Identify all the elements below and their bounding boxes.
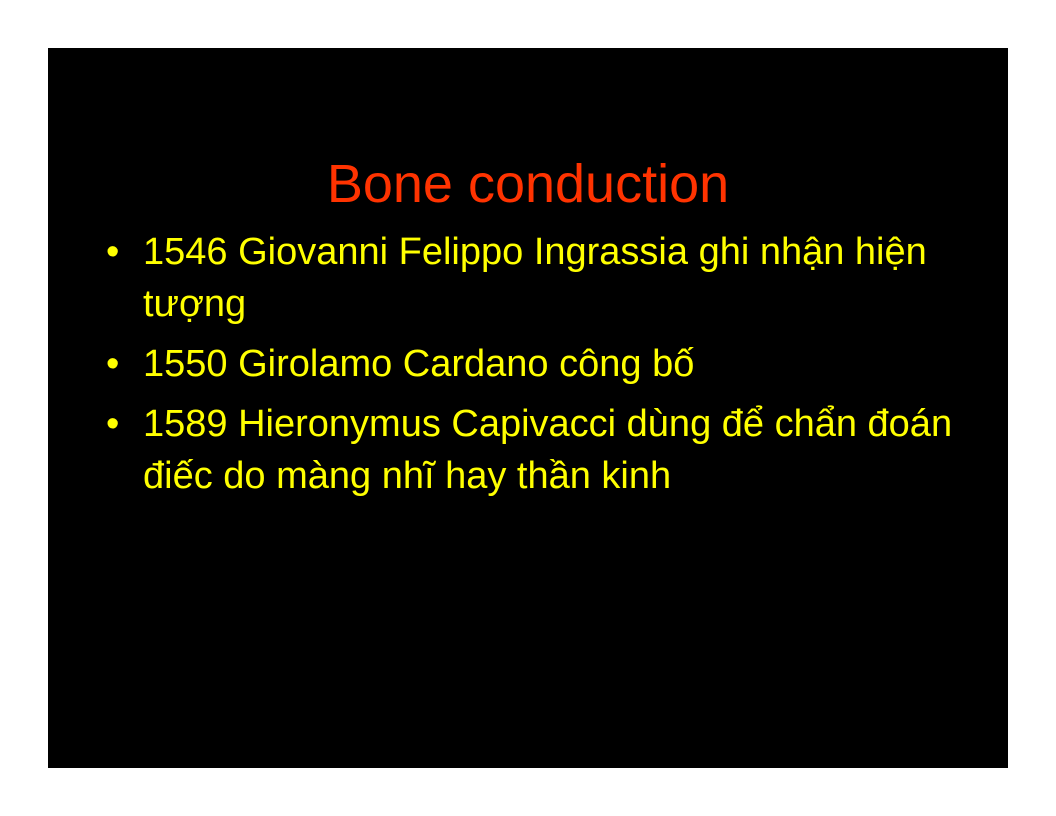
bullet-list [106, 226, 966, 510]
slide-title: Bone conduction [326, 154, 730, 214]
bullet-text: 1546 Giovanni Felippo Ingrassia ghi nhận hiện tượng [143, 231, 927, 325]
bullet-item [106, 398, 966, 502]
bullet-item [106, 338, 966, 390]
slide [48, 48, 1008, 768]
bullet-item [106, 226, 966, 330]
bullet-icon: • [106, 231, 120, 273]
bullet-text: 1550 Girolamo Cardano công bố [143, 343, 695, 385]
bullet-icon: • [106, 403, 120, 445]
bullet-icon: • [106, 343, 120, 385]
bullet-text: 1589 Hieronymus Capivacci dùng để chẩn đoán điếc do màng nhĩ hay thần kinh [143, 403, 953, 497]
